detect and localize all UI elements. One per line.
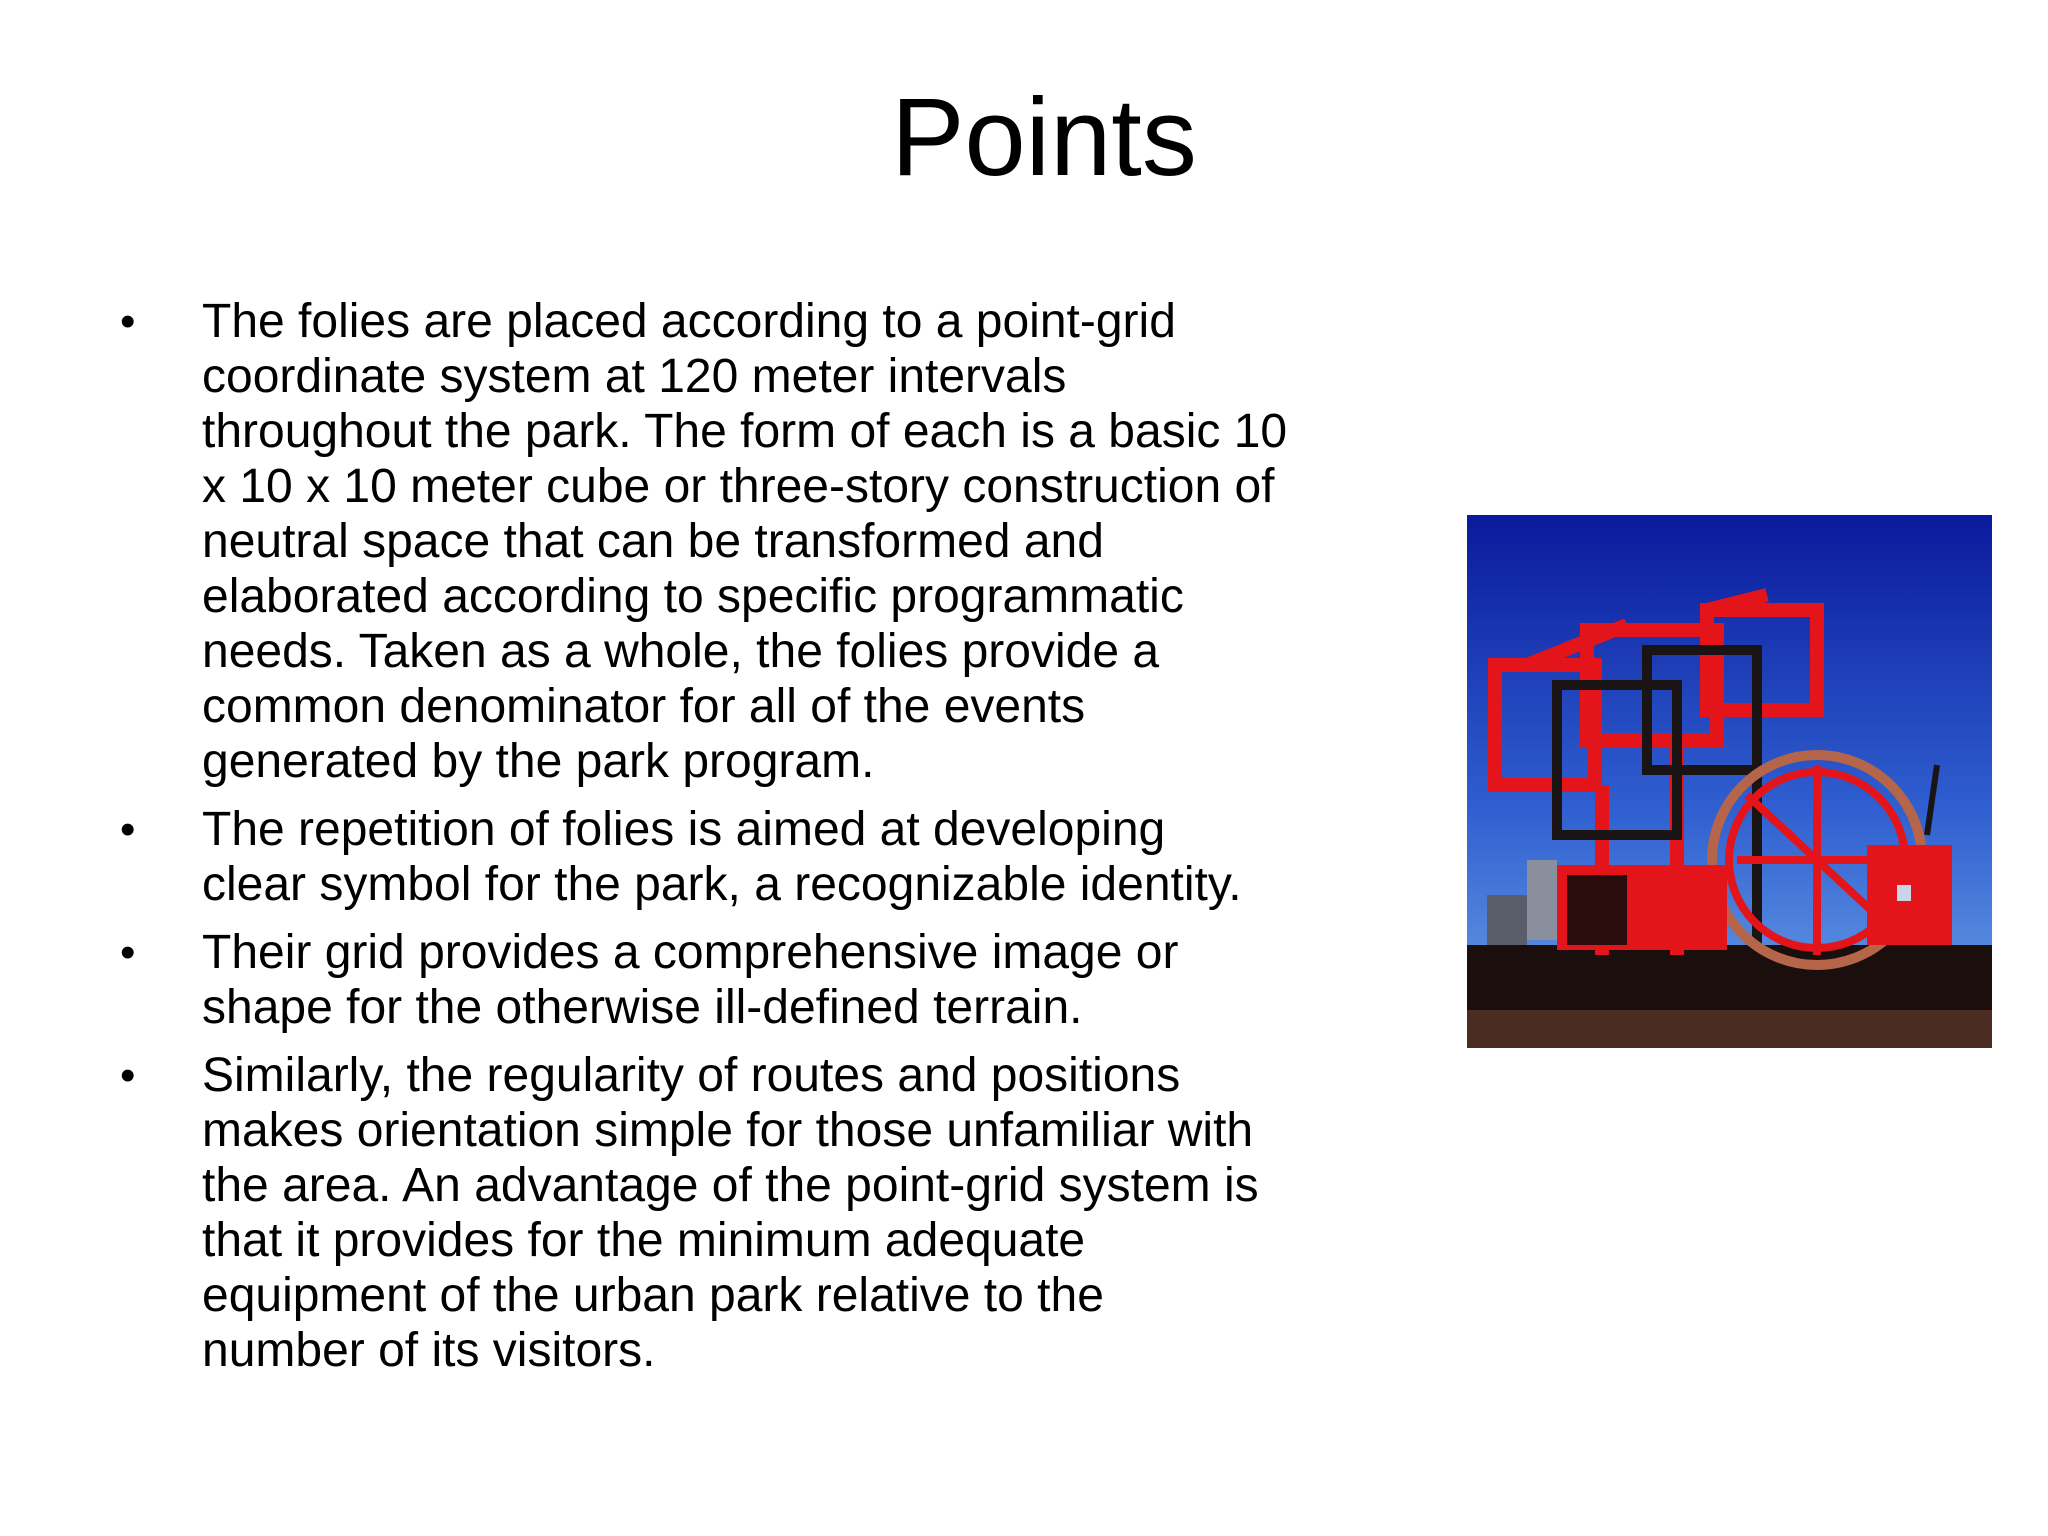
bullet-line: neutral space that can be transformed and [202,515,1104,568]
folie-base-shadow [1567,875,1627,945]
bullet-item [120,925,1420,1035]
folie-photo [1467,515,1992,1048]
bullet-line: Their grid provides a comprehensive image or [202,926,1179,979]
bullet-item [120,1048,1420,1378]
bullet-line: needs. Taken as a whole, the folies provide a [202,625,1160,678]
bullet-line: shape for the otherwise ill-defined terrain. [202,981,1083,1034]
bullet-line: makes orientation simple for those unfamiliar with [202,1104,1254,1157]
bullet-line: generated by the park program. [202,735,875,788]
folie-window [1897,885,1911,901]
bullet-line: The folies are placed according to a point-grid [202,295,1176,348]
bullet-line: the area. An advantage of the point-grid system is [202,1159,1259,1212]
bullet-line: coordinate system at 120 meter intervals [202,350,1067,403]
photo-building [1487,895,1527,945]
bullet-marker: • [120,1051,136,1100]
photo-ground-band [1467,1010,1992,1048]
photo-building [1527,860,1557,940]
bullet-item [120,802,1420,912]
bullet-line: x 10 x 10 meter cube or three-story construction of [202,460,1275,513]
bullet-marker: • [120,297,136,346]
bullet-line: that it provides for the minimum adequate [202,1214,1086,1267]
bullet-list [120,294,1420,1391]
bullet-line: The repetition of folies is aimed at developing [202,803,1166,856]
bullet-line: Similarly, the regularity of routes and positions [202,1049,1181,1102]
bullet-line: throughout the park. The form of each is a basic 10 [202,405,1288,458]
bullet-marker: • [120,805,136,854]
bullet-marker: • [120,928,136,977]
bullet-line: common denominator for all of the events [202,680,1086,733]
bullet-line: elaborated according to specific programmatic [202,570,1184,623]
bullet-line: clear symbol for the park, a recognizable identity. [202,858,1242,911]
bullet-item [120,294,1420,789]
slide-title: Points [891,76,1197,199]
bullet-line: number of its visitors. [202,1324,656,1377]
bullet-line: equipment of the urban park relative to the [202,1269,1104,1322]
